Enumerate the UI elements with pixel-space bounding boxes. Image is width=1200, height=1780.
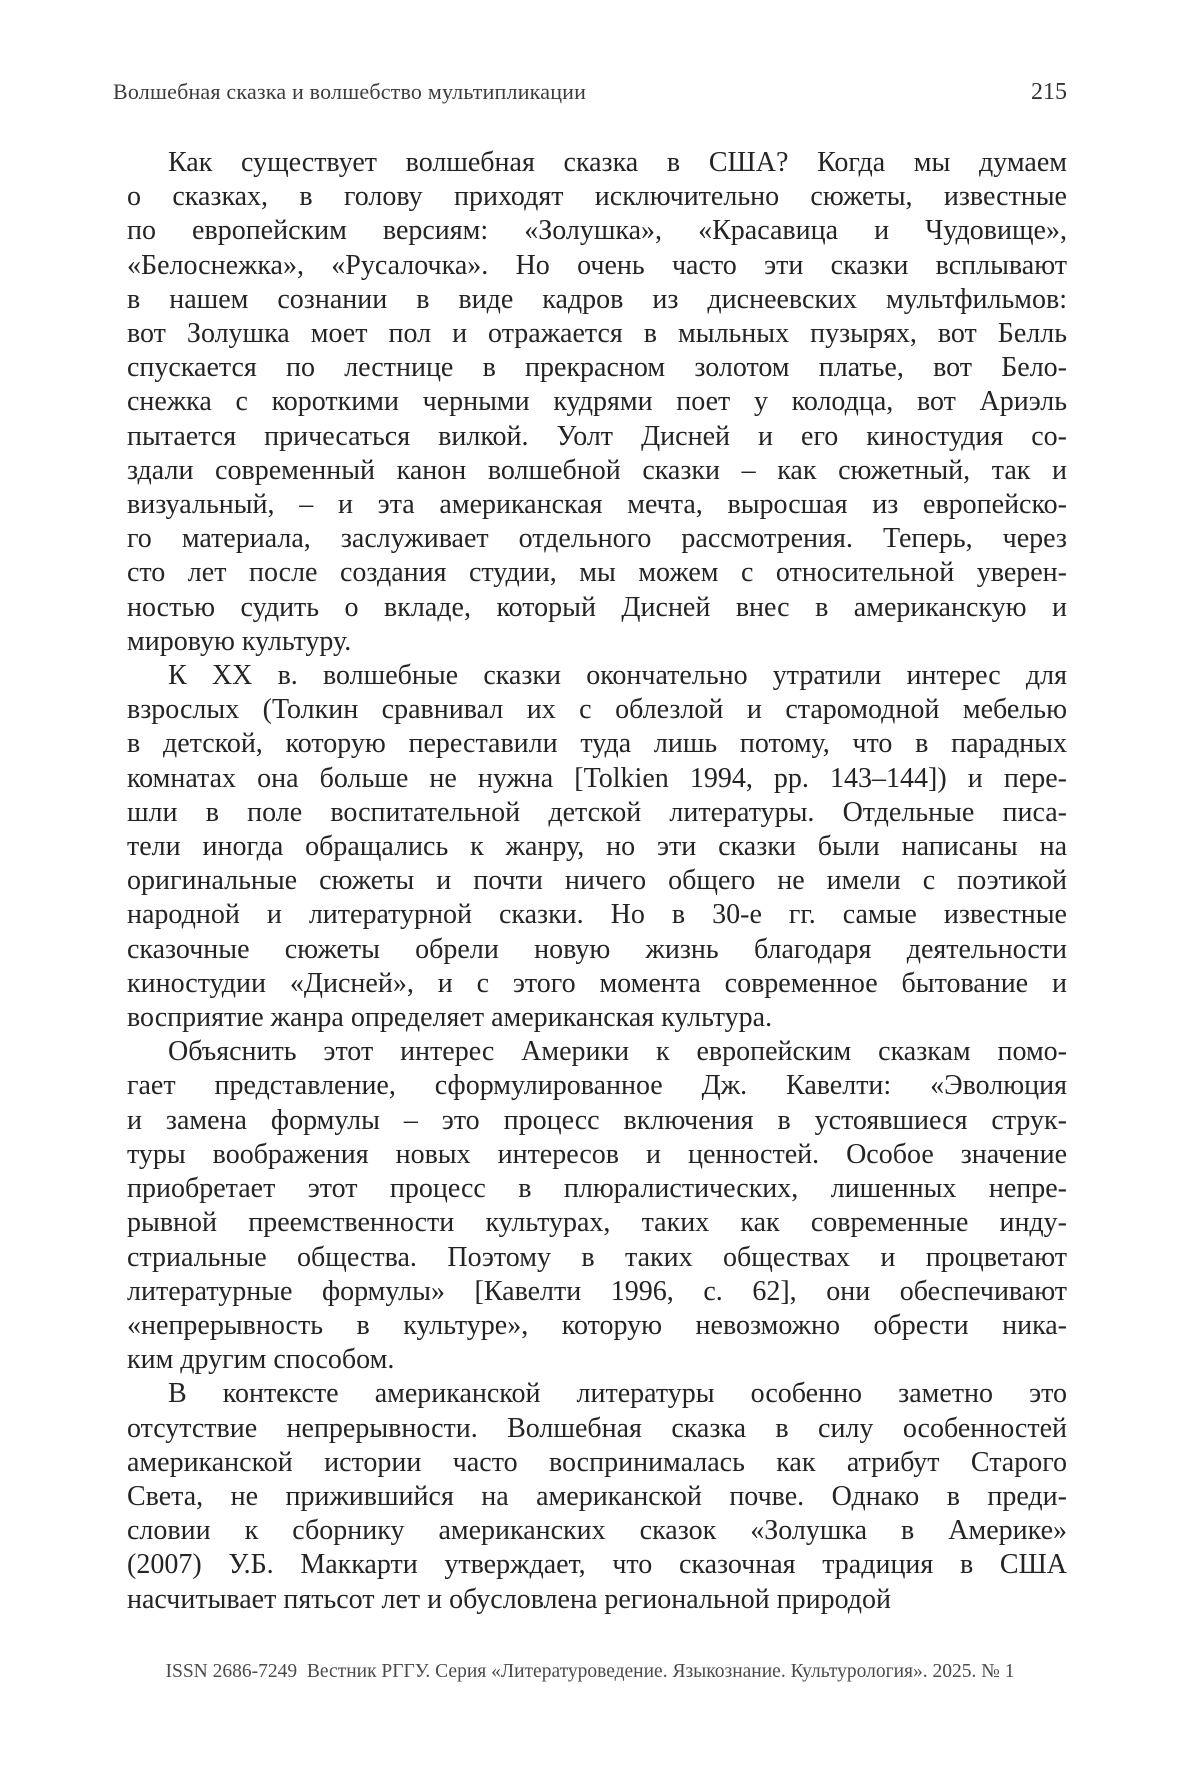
text-line: киностудии «Дисней», и с этого момента современное бытование и <box>127 967 1067 999</box>
text-line: народной и литературной сказки. Но в 30-е гг. самые известные <box>127 899 1067 931</box>
running-header <box>113 78 1067 106</box>
text-line: сто лет после создания студии, мы можем с относительной уверен- <box>127 557 1067 589</box>
text-line: го материала, заслуживает отдельного рассмотрения. Теперь, через <box>127 523 1067 555</box>
text-line: насчитывает пятьсот лет и обусловлена региональной природой <box>127 1583 892 1615</box>
running-header-title: Волшебная сказка и волшебство мультипликации <box>113 79 587 104</box>
text-line: комнатах она больше не нужна [Tolkien 1994, pp. 143–144]) и пере- <box>127 762 1067 794</box>
page-number: 215 <box>1031 79 1067 105</box>
text-line: здали современный канон волшебной сказки – как сюжетный, так и <box>127 454 1067 486</box>
text-line: литературные формулы» [Кавелти 1996, с. 62], они обеспечивают <box>127 1275 1067 1307</box>
text-line: приобретает этот процесс в плюралистических, лишенных непре- <box>127 1173 1067 1205</box>
text-line: тели иногда обращались к жанру, но эти сказки были написаны на <box>127 831 1067 863</box>
text-line: взрослых (Толкин сравнивал их с облезлой и старомодной мебелью <box>127 694 1067 726</box>
text-line: шли в поле воспитательной детской литературы. Отдельные писа- <box>127 796 1067 828</box>
text-line: пытается причесаться вилкой. Уолт Дисней и его киностудия со- <box>127 420 1067 452</box>
text-line: (2007) У.Б. Маккарти утверждает, что сказочная традиция в США <box>127 1549 1067 1581</box>
text-line: ким другим способом. <box>127 1344 395 1376</box>
text-line: Как существует волшебная сказка в США? Когда мы думаем <box>168 147 1067 178</box>
text-line: мировую культуру. <box>127 625 352 657</box>
text-line: словии к сборнику американских сказок «Золушка в Америке» <box>127 1515 1067 1547</box>
text-line: восприятие жанра определяет американская культура. <box>127 1002 773 1034</box>
text-line: сказочные сюжеты обрели новую жизнь благодаря деятельности <box>127 933 1067 965</box>
text-line: ностью судить о вкладе, который Дисней внес в американскую и <box>127 591 1067 623</box>
text-line: по европейским версиям: «Золушка», «Красавица и Чудовище», <box>127 215 1067 247</box>
text-line: о сказках, в голову приходят исключительно сюжеты, известные <box>127 181 1067 213</box>
text-line: В контексте американской литературы особенно заметно это <box>168 1378 1067 1410</box>
text-line: в детской, которую переставили туда лишь потому, что в парадных <box>127 728 1067 760</box>
text-line: американской истории часто воспринималась как атрибут Старого <box>127 1446 1067 1478</box>
paragraph <box>127 1377 1067 1616</box>
text-line: и замена формулы – это процесс включения в устоявшиеся струк- <box>127 1104 1067 1136</box>
text-line: «Белоснежка», «Русалочка». Но очень часто эти сказки всплывают <box>127 249 1067 281</box>
text-line: Света, не прижившийся на американской почве. Однако в преди- <box>127 1480 1067 1512</box>
footer-journal-line: ISSN 2686-7249 Вестник РГГУ. Серия «Литературоведение. Языкознание. Культурология». 2025. № 1 <box>165 1661 1015 1682</box>
paragraph <box>127 1035 1067 1377</box>
text-line: снежка с короткими черными кудрями поет у колодца, вот Ариэль <box>127 386 1067 418</box>
text-line: гает представление, сформулированное Дж. Кавелти: «Эволюция <box>127 1070 1067 1102</box>
text-line: отсутствие непрерывности. Волшебная сказка в силу особенностей <box>127 1412 1067 1444</box>
text-line: оригинальные сюжеты и почти ничего общего не имели с поэтикой <box>127 865 1067 897</box>
text-line: «непрерывность в культуре», которую невозможно обрести ника- <box>127 1309 1067 1341</box>
body-text <box>127 146 1067 1617</box>
text-line: визуальный, – и эта американская мечта, выросшая из европейско- <box>127 489 1067 521</box>
text-line: туры воображения новых интересов и ценностей. Особое значение <box>127 1138 1067 1170</box>
text-line: Объяснить этот интерес Америки к европейским сказкам помо- <box>168 1036 1067 1068</box>
text-line: спускается по лестнице в прекрасном золотом платье, вот Бело- <box>127 352 1067 384</box>
text-line: вот Золушка моет пол и отражается в мыльных пузырях, вот Белль <box>127 318 1067 350</box>
text-line: стриальные общества. Поэтому в таких обществах и процветают <box>127 1241 1067 1273</box>
text-line: рывной преемственности культурах, таких как современные инду- <box>127 1207 1067 1239</box>
paragraph <box>127 659 1067 1035</box>
text-line: в нашем сознании в виде кадров из диснеевских мультфильмов: <box>127 283 1067 315</box>
paragraph <box>127 146 1067 659</box>
text-line: К XX в. волшебные сказки окончательно утратили интерес для <box>168 660 1067 692</box>
